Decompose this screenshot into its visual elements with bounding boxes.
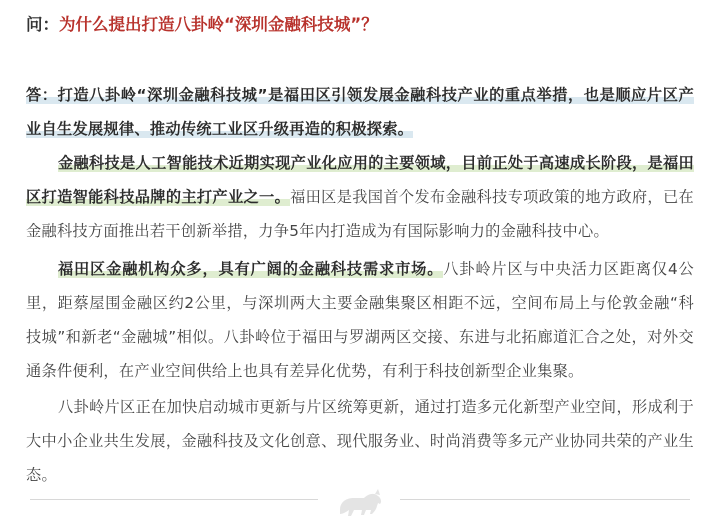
- paragraph-market-body: 八卦岭片区与中央活力区距离仅4公里，距蔡屋围金融区约2公里，与深圳两大主要金融集聚区相距不远，空间布局上与伦敦金融“科技城”和新老“金融城”相似。八卦岭位于福田与罗湖两区交接、东进与北拓廊道汇合之处，对外交通条件便利，在产业空间供给上也具有差异化优势，有利于科技创新型企业集聚。: [26, 260, 694, 380]
- paragraph-renewal-body: 八卦岭片区正在加快启动城市更新与片区统筹更新，通过打造多元化新型产业空间，形成利于大中小企业共生发展，金融科技及文化创意、现代服务业、时尚消费等多元产业协同共荣的产业生态。: [26, 398, 694, 484]
- answer-text: 答：打造八卦岭“深圳金融科技城”是福田区引领发展金融科技产业的重点举措，也是顺应片区产业自生发展规律、推动传统工业区升级再造的积极探索。: [26, 86, 694, 138]
- animal-silhouette-icon: [334, 488, 388, 518]
- footer-divider-right: [400, 499, 690, 500]
- paragraph-market: [26, 252, 694, 388]
- paragraph-fintech-body: 福田区是我国首个发布金融科技专项政策的地方政府，已在金融科技方面推出若干创新举措，力争5年内打造成为有国际影响力的金融科技中心。: [26, 188, 694, 240]
- paragraph-fintech: [26, 146, 694, 248]
- paragraph-renewal: [26, 390, 694, 492]
- question-line: [26, 13, 694, 37]
- paragraph-market-highlight: 福田区金融机构众多，具有广阔的金融科技需求市场。: [58, 260, 444, 278]
- paragraph-fintech-highlight: 金融科技是人工智能技术近期实现产业化应用的主要领域，目前正处于高速成长阶段，是福田区打造智能科技品牌的主打产业之一。: [26, 154, 694, 206]
- footer-divider-left: [30, 499, 318, 500]
- answer-paragraph: [26, 78, 694, 146]
- question-prefix: 问：: [26, 15, 59, 34]
- question-text: 为什么提出打造八卦岭“深圳金融科技城”？: [59, 15, 378, 34]
